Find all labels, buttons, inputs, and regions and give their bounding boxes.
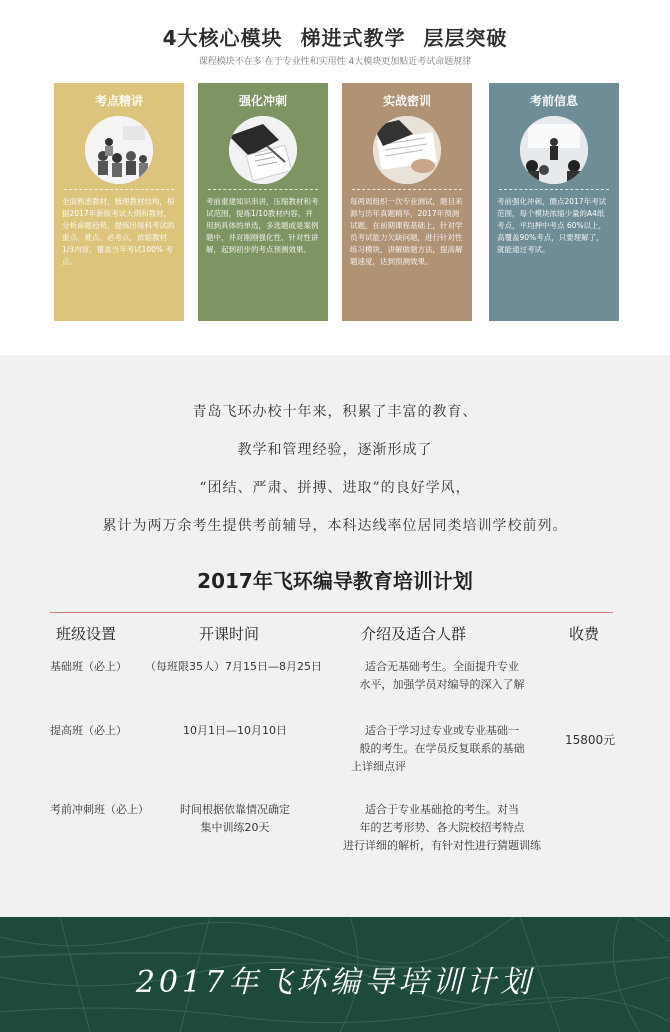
intro-line: 青岛飞环办校十年来，积累了丰富的教育、 xyxy=(192,404,478,420)
module-title: 实战密训 xyxy=(382,94,431,108)
row-sprint-name: 考前冲刺班（必上） xyxy=(50,803,149,816)
intro-line: 教学和管理经验，逐渐形成了 xyxy=(237,442,433,458)
plan-divider xyxy=(50,612,613,613)
intro-line: “团结、严肃、拼搏、进取”的良好学风， xyxy=(199,480,471,496)
module-description: 考前强化冲刺，圈点2017年考试范围，每个模块浓缩少量的A4纸考点，平均押中考点 60%以上，高覆盖90%考点，只要理解了，就能通过考试。 xyxy=(497,197,607,254)
module-description: 考前重建知识串讲，压缩教材和考试范围，提炼1/10教材内容，并用到具体的单选，多选题或是案例题中，并对刚刚强化性、针对性讲解，起到初步的考点预测效果。 xyxy=(206,197,319,254)
exam-photo xyxy=(373,116,441,184)
modules-subline: 课程模块不在多 在于专业性和实用性 4大模块更加贴近考试命题规律 xyxy=(198,57,472,67)
module-description: 每两周组织一次专业测试，题目来源与历年真题精华，2017年预测试题，在前期课程基础上，针对学员考试能力欠缺问题，进行针对性练习模块，讲解做题方法，提高解题速度，达到预测效果。 xyxy=(350,197,463,266)
module-card-intensive xyxy=(198,83,328,321)
header-class: 班级设置 xyxy=(56,625,117,643)
card-divider xyxy=(64,189,174,190)
module-title: 考点精讲 xyxy=(94,94,143,108)
desc-line: 进行详细的解析，有针对性进行猜题训练 xyxy=(343,839,541,852)
fee-value: 15800元 xyxy=(565,733,616,747)
desc-line: 年的艺考形势、各大院校招考特点 xyxy=(359,821,525,834)
modules-section xyxy=(0,0,670,355)
header-time: 开课时间 xyxy=(199,625,260,643)
row-basic-time: （每班限35人）7月15日—8月25日 xyxy=(145,660,322,673)
desc-line: 水平，加强学员对编导的深入了解 xyxy=(359,678,525,691)
footer-title: 2017年飞环编导培训计划 xyxy=(135,965,535,1000)
plan-title: 2017年飞环编导教育培训计划 xyxy=(197,569,473,593)
desc-line: 适合无基础考生。全面提升专业 xyxy=(365,660,519,673)
modules-headline: 4大核心模块 梯进式教学 层层突破 xyxy=(162,26,508,50)
module-description: 全面熟悉教材，梳理教材结构，根据2017年新版考试大纲和教材，分析命题趋势，提炼出每科考试的重点、难点、必考点，浓缩教材1/3内容，覆盖当年考试100% 考点。 xyxy=(62,197,175,266)
row-sprint-time xyxy=(150,801,320,837)
row-basic-name: 基础班（必上） xyxy=(50,660,127,673)
row-sprint-desc xyxy=(330,801,554,855)
card-divider xyxy=(499,189,609,190)
module-card-exam-info xyxy=(489,83,619,321)
time-line: 时间根据依靠情况确定 xyxy=(180,803,290,816)
row-advanced-desc xyxy=(337,722,547,776)
school-intro xyxy=(0,393,670,545)
row-advanced-time: 10月1日—10月10日 xyxy=(183,724,287,737)
plan-section xyxy=(0,355,670,917)
card-divider xyxy=(352,189,462,190)
module-title: 强化冲刺 xyxy=(238,94,287,108)
footer-banner xyxy=(0,917,670,1032)
desc-line: 上详细点评 xyxy=(351,760,406,773)
time-line: 集中训练20天 xyxy=(200,821,270,834)
lecture-photo xyxy=(520,116,588,184)
module-card-key-points xyxy=(54,83,184,321)
intro-line: 累计为两万余考生提供考前辅导，本科达线率位居同类培训学校前列。 xyxy=(102,518,568,534)
writing-photo xyxy=(229,116,297,184)
card-divider xyxy=(208,189,318,190)
desc-line: 适合于学习过专业或专业基础一 xyxy=(365,724,519,737)
header-intro: 介绍及适合人群 xyxy=(361,625,467,643)
module-title: 考前信息 xyxy=(529,94,578,108)
classroom-photo xyxy=(85,116,153,184)
header-fee: 收费 xyxy=(569,625,600,643)
desc-line: 般的考生。在学员反复联系的基础 xyxy=(359,742,525,755)
module-card-practice xyxy=(342,83,472,321)
row-basic-desc xyxy=(337,658,547,694)
desc-line: 适合于专业基础抢的考生。对当 xyxy=(365,803,519,816)
row-advanced-name: 提高班（必上） xyxy=(50,724,127,737)
